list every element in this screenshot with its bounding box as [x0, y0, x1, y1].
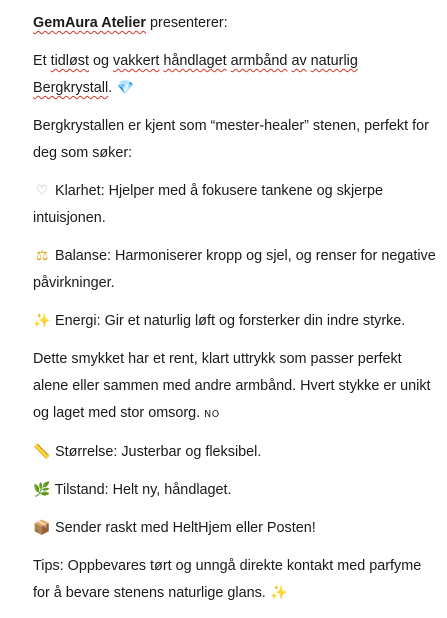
style-paragraph [33, 346, 438, 428]
sparkles-icon: ✨ [33, 313, 51, 329]
product-line [33, 48, 438, 102]
detail-condition [33, 477, 438, 504]
benefit-text: Energi: Gir et naturlig løft og forsterker din indre styrke. [51, 313, 406, 329]
benefit-balance [33, 243, 438, 297]
benefit-text: Klarhet: Hjelper med å fokusere tankene og skjerpe intuisjonen. [33, 183, 383, 226]
product-word: av [291, 53, 307, 69]
product-text-part: . [108, 80, 117, 96]
tips-paragraph [33, 553, 438, 607]
detail-text: Størrelse: Justerbar og fleksibel. [51, 444, 262, 460]
gem-icon: 💎 [116, 80, 134, 96]
white-heart-icon: ♡ [35, 183, 49, 199]
product-word: håndlaget [163, 53, 227, 69]
sparkles-icon: ✨ [270, 585, 288, 601]
detail-shipping [33, 515, 438, 542]
product-text-part: og [89, 53, 114, 69]
intro-line [33, 10, 438, 37]
benefit-energy [33, 308, 438, 335]
presents-text: presenterer: [146, 15, 228, 31]
document-body [33, 10, 438, 618]
detail-text: Tilstand: Helt ny, håndlaget. [51, 482, 232, 498]
product-word: tidløst [50, 53, 89, 69]
style-text: Dette smykket har et rent, klart uttrykk som passer perfekt alene eller sammen med andre armbånd. Hvert stykke er unikt og laget med stor omsorg. [33, 351, 431, 421]
balance-scale-icon: ⚖ [35, 248, 49, 264]
benefit-clarity [33, 178, 438, 232]
herb-icon: 🌿 [33, 482, 51, 498]
product-word: armbånd [230, 53, 288, 69]
package-icon: 📦 [33, 520, 51, 536]
ruler-icon: 📏 [33, 444, 51, 460]
product-word: vakkert [113, 53, 160, 69]
product-word: naturlig [310, 53, 358, 69]
detail-size [33, 439, 438, 466]
detail-text: Sender raskt med HeltHjem eller Posten! [51, 520, 316, 536]
norway-flag-icon: NO [204, 409, 220, 420]
brand-name: GemAura Atelier [33, 15, 147, 31]
description-paragraph: Bergkrystallen er kjent som “mester-healer” stenen, perfekt for deg som søker: [33, 118, 429, 161]
product-word: Bergkrystall [33, 80, 109, 96]
product-text-part: Et [33, 53, 51, 69]
tips-text: Tips: Oppbevares tørt og unngå direkte kontakt med parfyme for å bevare stenens naturlige glans. [33, 558, 422, 601]
benefit-text: Balanse: Harmoniserer kropp og sjel, og renser for negative påvirkninger. [33, 248, 436, 291]
